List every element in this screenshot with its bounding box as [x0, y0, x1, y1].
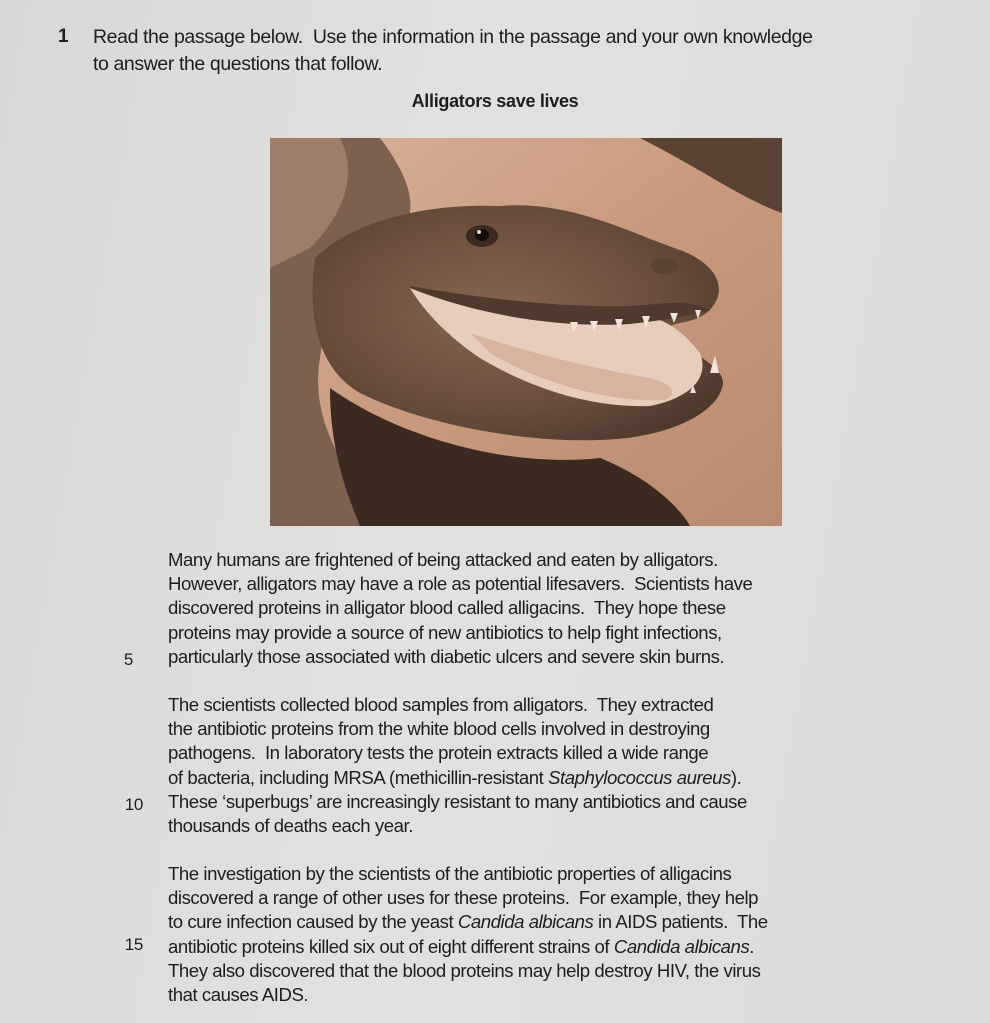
instruction-line: to answer the questions that follow.	[93, 53, 383, 75]
instruction-line: Read the passage below. Use the information in the passage and your own knowledge	[93, 26, 813, 48]
passage-line: The scientists collected blood samples from alligators. They extracted	[168, 694, 714, 715]
passage-text: to cure infection caused by the yeast	[168, 911, 458, 933]
passage-line	[168, 766, 928, 790]
question-number: 1	[58, 26, 69, 47]
passage-line: pathogens. In laboratory tests the protein extracts killed a wide range	[168, 742, 709, 764]
passage-line: thousands of deaths each year.	[168, 815, 413, 837]
passage-line: discovered a range of other uses for these proteins. For example, they help	[168, 887, 759, 909]
passage-paragraph-2	[168, 693, 928, 838]
passage-line: discovered proteins in alligator blood called alligacins. They hope these	[168, 597, 726, 619]
passage-line: that causes AIDS.	[168, 984, 309, 1006]
passage-paragraph-1	[168, 548, 928, 669]
alligator-head-icon	[270, 138, 782, 526]
passage-line	[168, 935, 928, 959]
question-instruction	[93, 24, 933, 78]
alligator-photo	[270, 138, 782, 526]
passage-line: These ‘superbugs’ are increasingly resistant to many antibiotics and cause	[168, 790, 747, 812]
line-number-15: 15	[124, 935, 143, 954]
species-name: Candida albicans	[613, 935, 750, 957]
line-number-5: 5	[123, 650, 133, 669]
passage-text: of bacteria, including MRSA (methicillin-resistant	[168, 766, 549, 788]
passage-text: antibiotic proteins killed six out of eight different strains of	[168, 935, 614, 957]
passage-line: particularly those associated with diabetic ulcers and severe skin burns.	[168, 645, 725, 667]
passage-line: However, alligators may have a role as potential lifesavers. Scientists have	[168, 573, 753, 595]
passage-text: in AIDS patients. The	[593, 911, 768, 933]
line-number-10: 10	[124, 795, 143, 814]
passage-line: proteins may provide a source of new antibiotics to help fight infections,	[168, 621, 722, 643]
passage-line	[168, 910, 928, 934]
passage-title: Alligators save lives	[411, 91, 579, 111]
passage-line: They also discovered that the blood proteins may help destroy HIV, the virus	[168, 959, 761, 981]
passage-paragraph-3	[168, 862, 928, 1007]
passage-line: The investigation by the scientists of the antibiotic properties of alligacins	[168, 863, 732, 884]
passage-text: .	[749, 935, 755, 957]
passage-line: Many humans are frightened of being attacked and eaten by alligators.	[168, 549, 718, 570]
passage-line: the antibiotic proteins from the white blood cells involved in destroying	[168, 718, 710, 740]
species-name: Staphylococcus aureus	[548, 766, 731, 788]
species-name: Candida albicans	[457, 911, 594, 933]
passage-text: ).	[730, 766, 742, 788]
